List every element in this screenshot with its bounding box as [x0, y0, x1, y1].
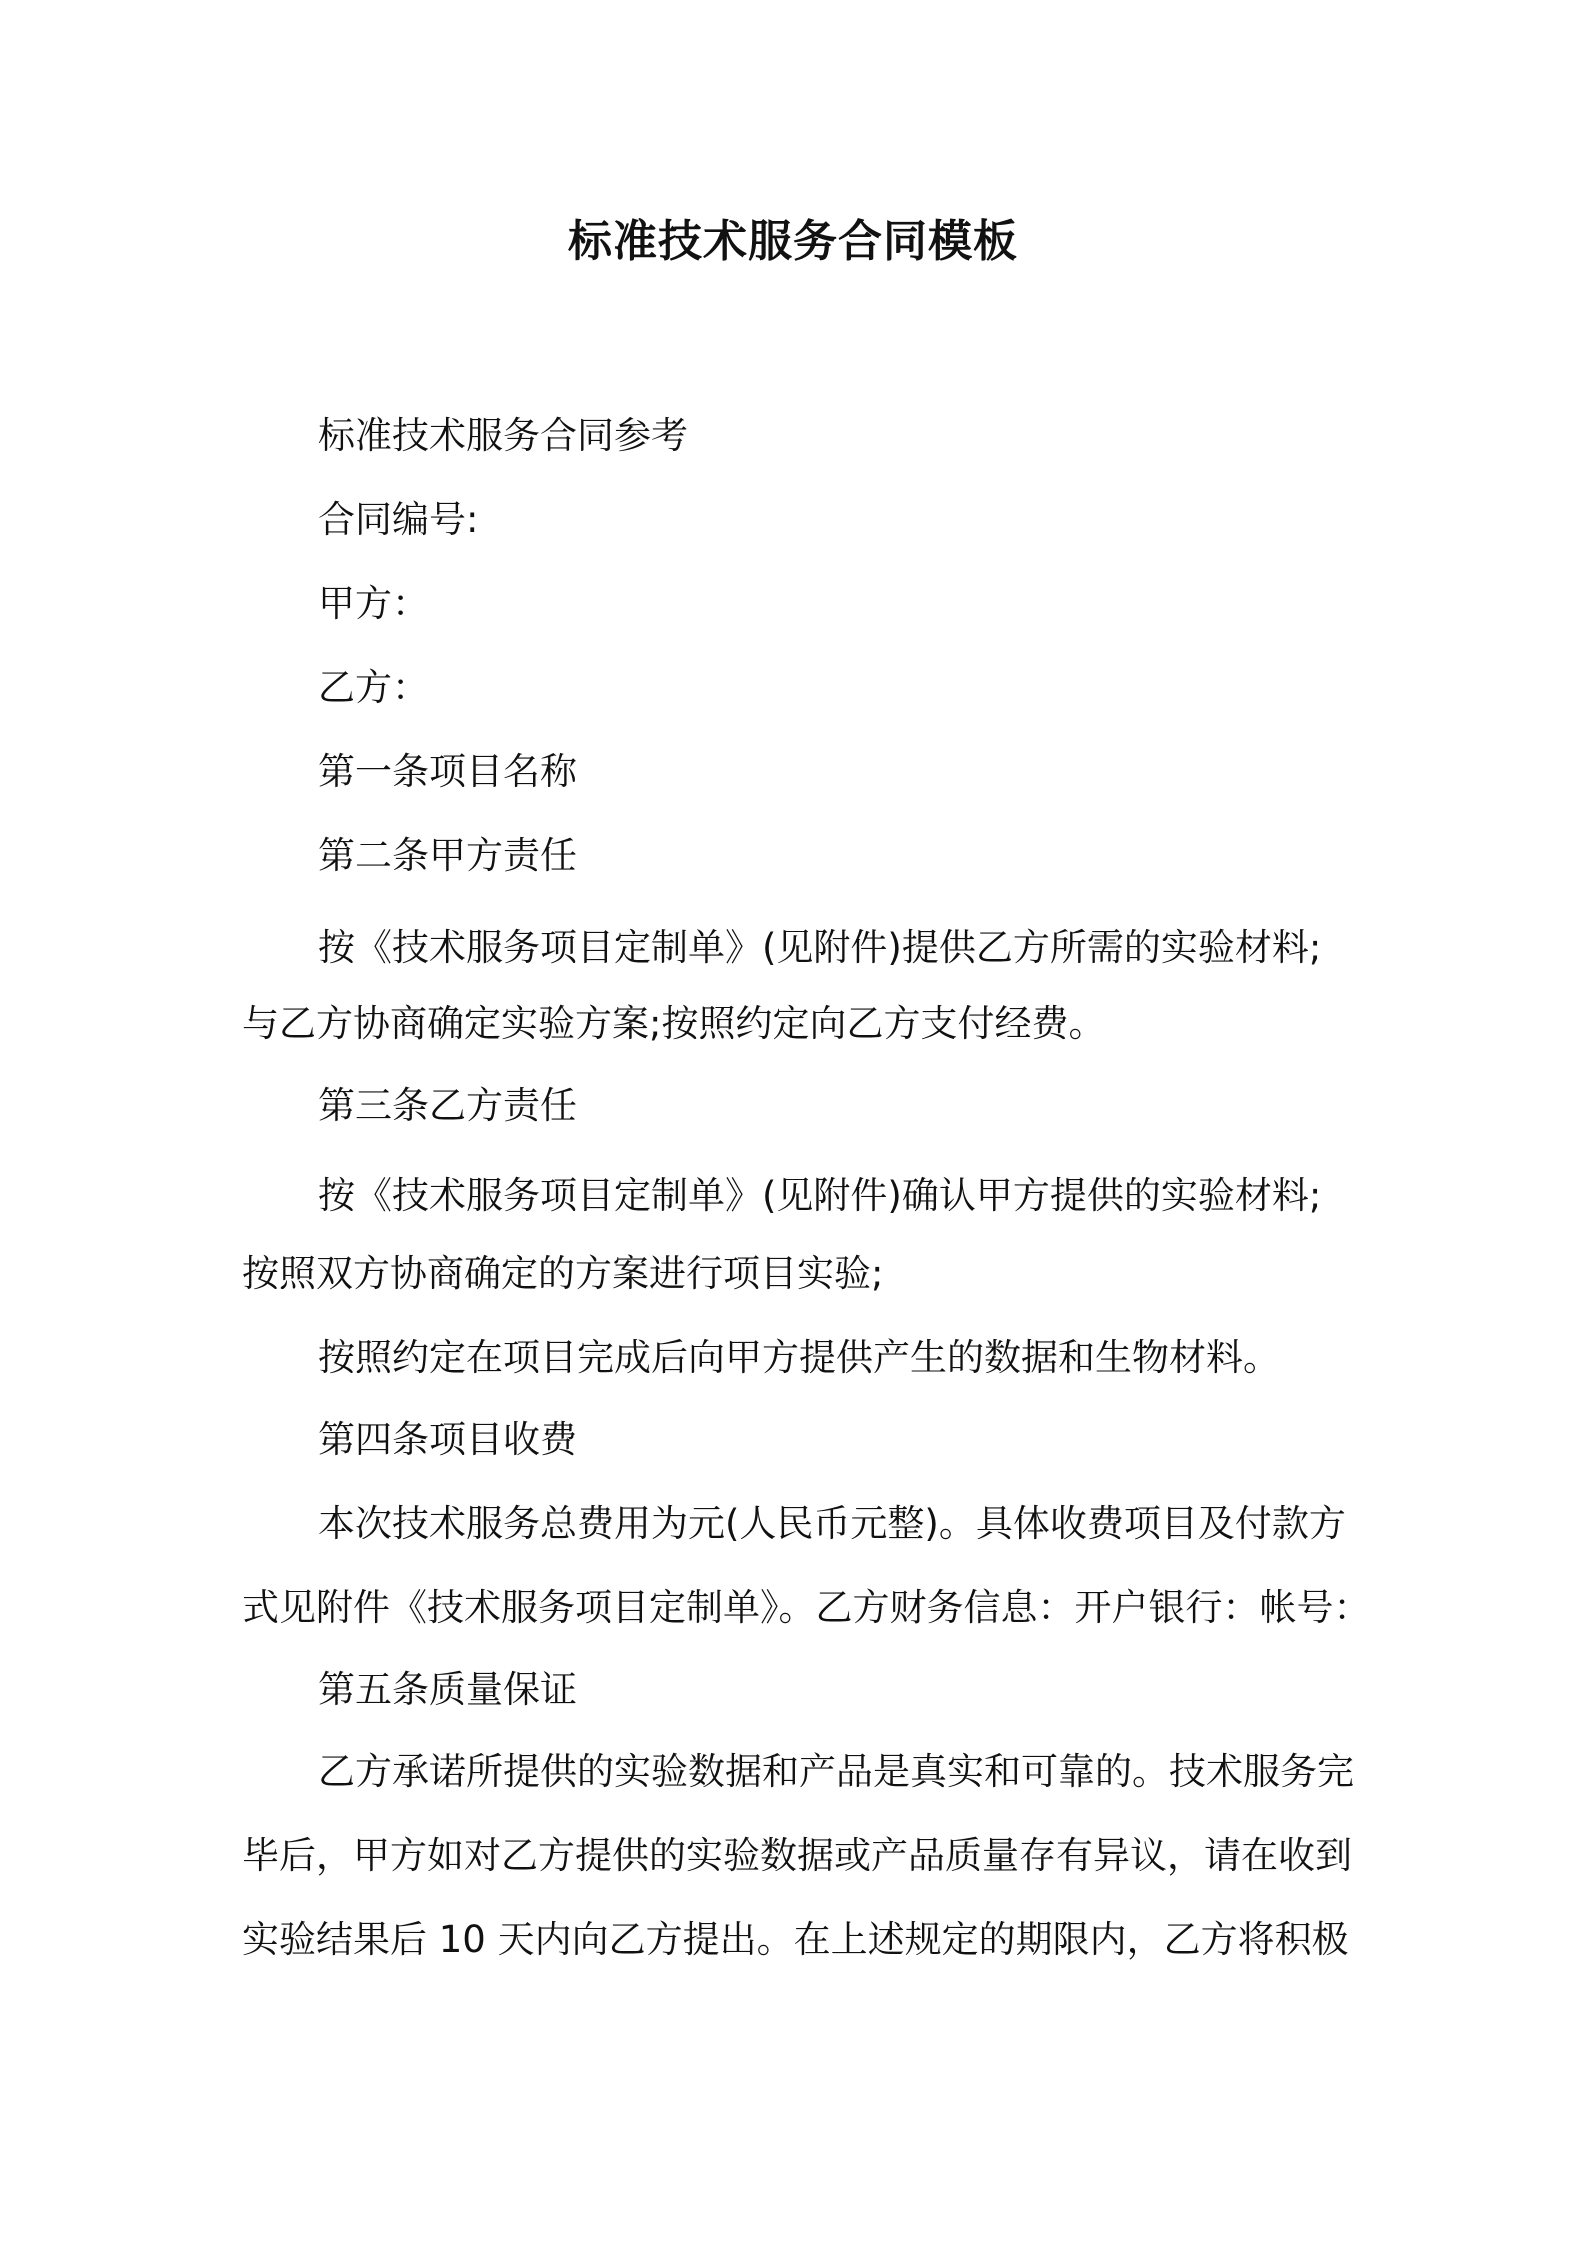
section-heading: 第一条项目名称: [318, 750, 577, 793]
paragraph-line: 毕后，甲方如对乙方提供的实验数据或产品质量存有异议，请在收到: [242, 1834, 1352, 1877]
section-heading: 第二条甲方责任: [318, 834, 577, 877]
section-heading: 第五条质量保证: [318, 1668, 577, 1711]
paragraph-line: 甲方：: [318, 582, 429, 625]
section-heading: 第四条项目收费: [318, 1418, 577, 1461]
paragraph-line: 按照双方协商确定的方案进行项目实验;: [242, 1252, 884, 1295]
paragraph-line: 式见附件《技术服务项目定制单》。乙方财务信息：开户银行：帐号：: [242, 1586, 1371, 1629]
paragraph-line: 乙方承诺所提供的实验数据和产品是真实和可靠的。技术服务完: [318, 1750, 1354, 1793]
document-title: 标准技术服务合同模板: [568, 216, 1018, 267]
paragraph-line: 按《技术服务项目定制单》(见附件)确认甲方提供的实验材料;: [318, 1174, 1322, 1217]
paragraph-line: 实验结果后 10 天内向乙方提出。在上述规定的期限内，乙方将积极: [242, 1918, 1349, 1961]
paragraph-line: 按照约定在项目完成后向甲方提供产生的数据和生物材料。: [318, 1336, 1280, 1379]
paragraph-line: 标准技术服务合同参考: [318, 414, 688, 457]
paragraph-line: 合同编号:: [318, 498, 479, 541]
paragraph-line: 与乙方协商确定实验方案;按照约定向乙方支付经费。: [242, 1002, 1106, 1045]
section-heading: 第三条乙方责任: [318, 1084, 577, 1127]
paragraph-line: 本次技术服务总费用为元(人民币元整)。具体收费项目及付款方: [318, 1502, 1346, 1545]
paragraph-line: 按《技术服务项目定制单》(见附件)提供乙方所需的实验材料;: [318, 926, 1322, 969]
paragraph-line: 乙方：: [318, 666, 429, 709]
